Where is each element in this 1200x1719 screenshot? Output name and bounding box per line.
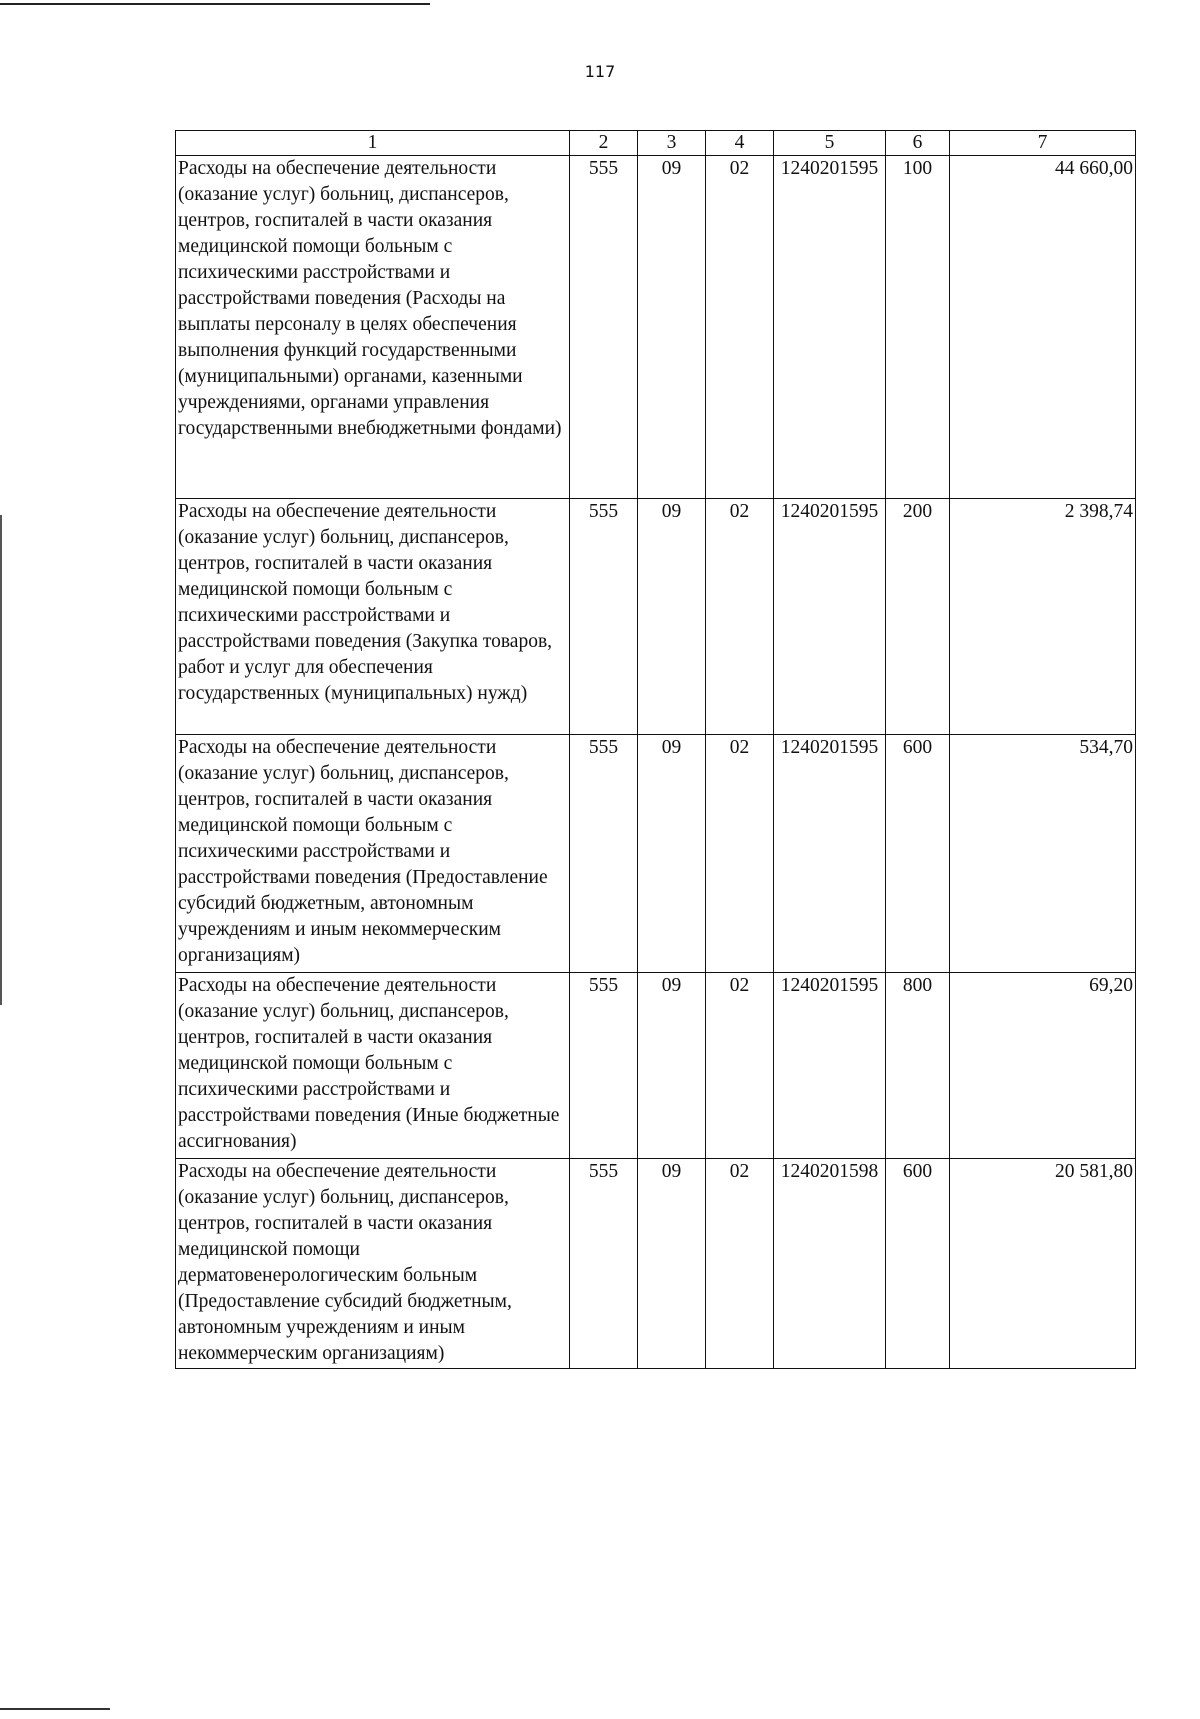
row-ministry-code: 555	[570, 156, 638, 499]
row-expense-type-code: 200	[886, 499, 950, 735]
row-section-code: 09	[638, 499, 706, 735]
header-col-2: 2	[570, 131, 638, 156]
row-subsection-code: 02	[706, 499, 774, 735]
row-target-article-code: 1240201595	[774, 973, 886, 1159]
row-description: Расходы на обеспечение деятельности (оказание услуг) больниц, диспансеров, центров, госпиталей в части оказания медицинской помощи больным с психическими расстройствами и расстройствами поведения (Предоставление субсидий бюджетным, автономным учреждениям и иным некоммерческим организациям)	[176, 735, 570, 973]
row-target-article-code: 1240201595	[774, 156, 886, 499]
row-section-code: 09	[638, 156, 706, 499]
row-target-article-code: 1240201598	[774, 1159, 886, 1369]
table-row	[176, 973, 1136, 1159]
scan-bottom-rule	[0, 1708, 110, 1710]
row-amount: 20 581,80	[950, 1159, 1136, 1369]
table-row	[176, 499, 1136, 735]
row-subsection-code: 02	[706, 156, 774, 499]
row-ministry-code: 555	[570, 973, 638, 1159]
row-expense-type-code: 600	[886, 1159, 950, 1369]
row-subsection-code: 02	[706, 1159, 774, 1369]
header-col-4: 4	[706, 131, 774, 156]
row-description: Расходы на обеспечение деятельности (оказание услуг) больниц, диспансеров, центров, госпиталей в части оказания медицинской помощи больным с психическими расстройствами и расстройствами поведения (Иные бюджетные ассигнования)	[176, 973, 570, 1159]
header-col-3: 3	[638, 131, 706, 156]
row-ministry-code: 555	[570, 1159, 638, 1369]
header-col-6: 6	[886, 131, 950, 156]
row-description: Расходы на обеспечение деятельности (оказание услуг) больниц, диспансеров, центров, госпиталей в части оказания медицинской помощи больным с психическими расстройствами и расстройствами поведения (Закупка товаров, работ и услуг для обеспечения государственных (муниципальных) нужд)	[176, 499, 570, 735]
scan-top-rule	[0, 3, 430, 5]
row-expense-type-code: 100	[886, 156, 950, 499]
row-subsection-code: 02	[706, 973, 774, 1159]
row-expense-type-code: 800	[886, 973, 950, 1159]
budget-table	[175, 130, 1136, 1369]
header-col-7: 7	[950, 131, 1136, 156]
row-amount: 534,70	[950, 735, 1136, 973]
row-description: Расходы на обеспечение деятельности (оказание услуг) больниц, диспансеров, центров, госпиталей в части оказания медицинской помощи больным с психическими расстройствами и расстройствами поведения (Расходы на выплаты персоналу в целях обеспечения выполнения функций государственными (муниципальными) органами, казенными учреждениями, органами управления государственными внебюджетными фондами)	[176, 156, 570, 499]
row-section-code: 09	[638, 973, 706, 1159]
row-ministry-code: 555	[570, 499, 638, 735]
row-amount: 2 398,74	[950, 499, 1136, 735]
row-target-article-code: 1240201595	[774, 735, 886, 973]
row-target-article-code: 1240201595	[774, 499, 886, 735]
row-section-code: 09	[638, 735, 706, 973]
row-section-code: 09	[638, 1159, 706, 1369]
row-subsection-code: 02	[706, 735, 774, 973]
table-row	[176, 156, 1136, 499]
row-amount: 44 660,00	[950, 156, 1136, 499]
row-description: Расходы на обеспечение деятельности (оказание услуг) больниц, диспансеров, центров, госпиталей в части оказания медицинской помощи дерматовенерологическим больным (Предоставление субсидий бюджетным, автономным учреждениям и иным некоммерческим организациям)	[176, 1159, 570, 1369]
table-header-row	[176, 131, 1136, 156]
row-ministry-code: 555	[570, 735, 638, 973]
table-row	[176, 1159, 1136, 1369]
header-col-1: 1	[176, 131, 570, 156]
row-amount: 69,20	[950, 973, 1136, 1159]
row-expense-type-code: 600	[886, 735, 950, 973]
page-number: 117	[584, 62, 616, 81]
header-col-5: 5	[774, 131, 886, 156]
table-row	[176, 735, 1136, 973]
scan-left-rule	[0, 515, 2, 1005]
